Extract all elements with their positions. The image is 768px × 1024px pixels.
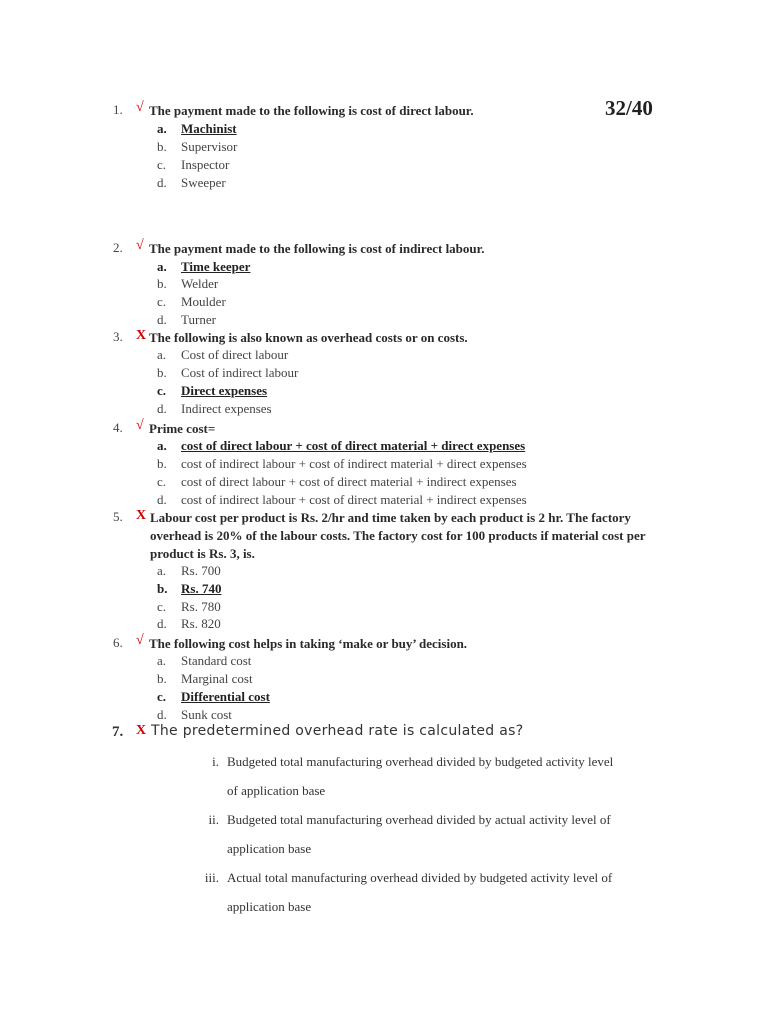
option-text: cost of indirect labour + cost of direct material + indirect expenses (181, 492, 527, 507)
option-letter: b. (157, 276, 167, 291)
question-number: 4. (113, 420, 123, 435)
check-mark-icon: √ (136, 633, 144, 648)
option-a[interactable] (0, 258, 768, 276)
option-letter: c. (157, 689, 167, 704)
option-text: Rs. 820 (181, 616, 221, 631)
option-a[interactable] (0, 437, 768, 455)
question-number: 2. (113, 240, 123, 255)
question-text: The payment made to the following is cost of indirect labour. (149, 241, 485, 256)
option-d[interactable] (0, 615, 768, 633)
option-a[interactable] (0, 562, 768, 580)
option-text: Turner (181, 312, 216, 327)
option-c[interactable] (0, 473, 768, 491)
option-text: Standard cost (181, 653, 252, 668)
option-b[interactable] (0, 275, 768, 293)
cross-mark-icon: X (136, 723, 147, 738)
option-text: Rs. 700 (181, 563, 221, 578)
option-c[interactable] (0, 156, 768, 174)
option-text: cost of direct labour + cost of direct material + direct expenses (181, 438, 526, 453)
option-d[interactable] (0, 491, 768, 509)
question-number: 1. (113, 102, 123, 117)
cross-mark-icon: X (136, 328, 147, 343)
question-text: Prime cost= (149, 421, 216, 436)
cross-mark-icon: X (136, 508, 147, 523)
option-text (227, 747, 687, 805)
option-line: of application base (227, 783, 326, 798)
option-letter: b. (157, 139, 167, 154)
score: 32/40 (605, 96, 653, 120)
question-text: The predetermined overhead rate is calculated as? (151, 723, 524, 739)
option-text: Marginal cost (181, 671, 253, 686)
option-text: Inspector (181, 157, 230, 172)
option-letter: c. (157, 474, 167, 489)
option-b[interactable] (0, 138, 768, 156)
option-text: Differential cost (181, 689, 270, 704)
option-letter: c. (157, 157, 167, 172)
question-number: 3. (113, 329, 123, 344)
option-text: Sunk cost (181, 707, 232, 722)
option-text: Indirect expenses (181, 401, 272, 416)
option-b[interactable] (0, 580, 768, 598)
option-letter: b. (157, 581, 168, 596)
option-d[interactable] (0, 311, 768, 329)
option-text: Sweeper (181, 175, 226, 190)
option-line: application base (227, 899, 312, 914)
option-line: Budgeted total manufacturing overhead divided by actual activity level of (227, 812, 611, 827)
option-b[interactable] (0, 670, 768, 688)
option-text: Machinist (181, 121, 237, 136)
option-text: Rs. 780 (181, 599, 221, 614)
option-letter: c. (157, 383, 167, 398)
option-letter: c. (157, 294, 167, 309)
option-c[interactable] (0, 688, 768, 706)
question-number: 6. (113, 635, 123, 650)
option-text: cost of direct labour + cost of direct material + indirect expenses (181, 474, 517, 489)
option-a[interactable] (0, 346, 768, 364)
option-letter: a. (157, 438, 167, 453)
option-letter: c. (157, 599, 167, 614)
option-a[interactable] (0, 652, 768, 670)
option-letter: d. (157, 175, 167, 190)
option-d[interactable] (0, 706, 768, 724)
question-text: The following is also known as overhead costs or on costs. (149, 330, 468, 345)
option-letter: a. (157, 121, 167, 136)
option-letter: a. (157, 563, 167, 578)
option-text: Direct expenses (181, 383, 268, 398)
option-text: Welder (181, 276, 219, 291)
option-text: Rs. 740 (181, 581, 222, 596)
option-letter: b. (157, 671, 167, 686)
option-line: Actual total manufacturing overhead divided by budgeted activity level of (227, 870, 613, 885)
check-mark-icon: √ (136, 238, 144, 253)
option-text: Cost of indirect labour (181, 365, 299, 380)
option-numeral: i. (212, 754, 219, 769)
option-c[interactable] (0, 598, 768, 616)
option-letter: d. (157, 492, 167, 507)
option-line: application base (227, 841, 312, 856)
option-letter: d. (157, 401, 167, 416)
option-line: Budgeted total manufacturing overhead divided by budgeted activity level (227, 754, 614, 769)
option-text (227, 863, 687, 921)
option-letter: b. (157, 456, 167, 471)
option-letter: d. (157, 707, 167, 722)
check-mark-icon: √ (136, 100, 144, 115)
option-numeral: ii. (208, 812, 219, 827)
option-letter: a. (157, 347, 167, 362)
check-mark-icon: √ (136, 418, 144, 433)
option-text (227, 805, 687, 863)
question-text: Labour cost per product is Rs. 2/hr and time taken by each product is 2 hr. The factory overhead is 20% of the labour costs. The factory cost for 100 products if material cost per product is Rs. 3, is. (150, 510, 646, 561)
question-text: The following cost helps in taking ‘make or buy’ decision. (149, 636, 468, 651)
option-text: Moulder (181, 294, 226, 309)
option-text: Supervisor (181, 139, 238, 154)
option-text: Cost of direct labour (181, 347, 289, 362)
option-letter: b. (157, 365, 167, 380)
question-number: 5. (113, 509, 123, 524)
option-a[interactable] (0, 120, 768, 138)
option-letter: a. (157, 653, 167, 668)
option-letter: d. (157, 312, 167, 327)
option-text: cost of indirect labour + cost of indirect material + direct expenses (181, 456, 527, 471)
option-b[interactable] (0, 364, 768, 382)
option-b[interactable] (0, 455, 768, 473)
option-numeral: iii. (204, 870, 219, 885)
question-text: The payment made to the following is cost of direct labour. (149, 103, 474, 118)
option-text: Time keeper (181, 259, 251, 274)
option-c[interactable] (0, 293, 768, 311)
question-number: 7. (112, 724, 124, 740)
option-d[interactable] (0, 174, 768, 192)
option-letter: d. (157, 616, 167, 631)
option-letter: a. (157, 259, 167, 274)
option-c[interactable] (0, 382, 768, 400)
option-d[interactable] (0, 400, 768, 418)
